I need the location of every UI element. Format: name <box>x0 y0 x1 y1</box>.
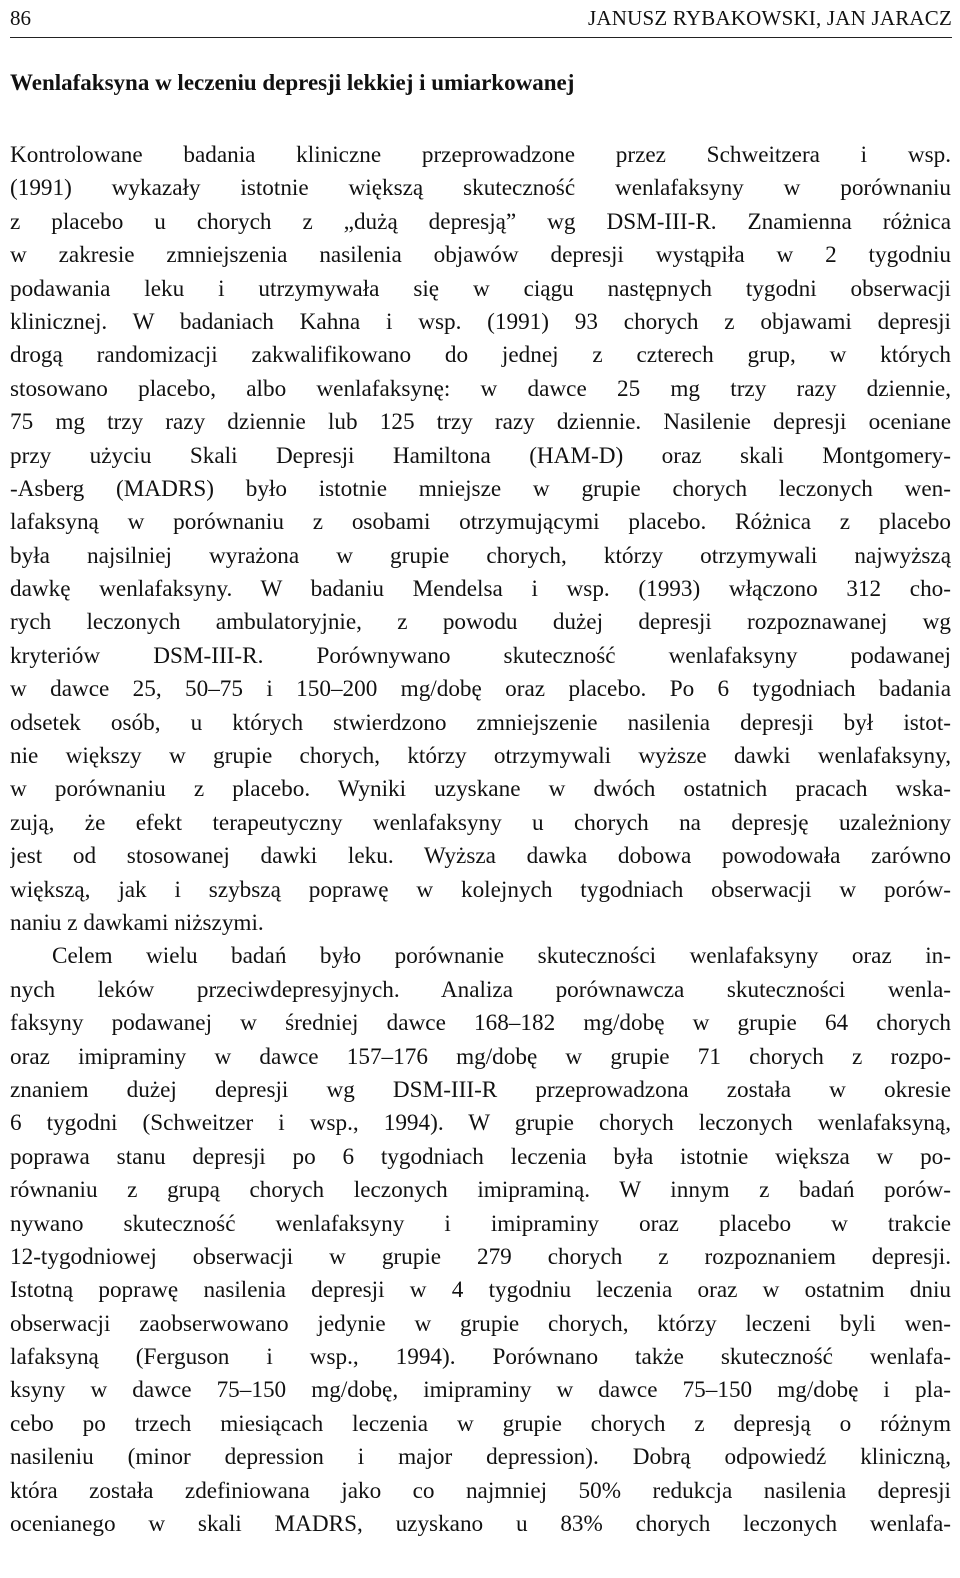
text-line: Istotną poprawę nasilenia depresji w 4 tygodniu leczenia oraz w ostatnim dniu <box>10 1277 951 1304</box>
text-line: w porównaniu z placebo. Wyniki uzyskane w dwóch ostatnich pracach wska- <box>10 776 951 803</box>
text-line: nych leków przeciwdepresyjnych. Analiza porównawcza skuteczności wenla- <box>10 976 951 1003</box>
text-line: drogą randomizacji zakwalifikowano do jednej z czterech grup, w których <box>10 342 951 369</box>
text-line: faksyny podawanej w średniej dawce 168–182 mg/dobę w grupie 64 chorych <box>10 1010 951 1037</box>
text-line: podawania leku i utrzymywała się w ciągu następnych tygodni obserwacji <box>10 275 951 302</box>
text-line: 75 mg trzy razy dziennie lub 125 trzy razy dziennie. Nasilenie depresji oceniane <box>10 409 951 436</box>
header-authors: JANUSZ RYBAKOWSKI, JAN JARACZ <box>588 6 952 30</box>
page-number: 86 <box>10 6 31 30</box>
text-line: znaniem dużej depresji wg DSM-III-R przeprowadzona została w okresie <box>10 1076 951 1103</box>
text-line: Kontrolowane badania kliniczne przeprowadzone przez Schweitzera i wsp. <box>10 142 951 168</box>
text-line: w zakresie zmniejszenia nasilenia objawów depresji wystąpiła w 2 tygodniu <box>10 242 951 269</box>
text-line: ocenianego w skali MADRS, uzyskano u 83% chorych leczonych wenlafa- <box>10 1511 951 1538</box>
text-line: kryteriów DSM-III-R. Porównywano skuteczność wenlafaksyny podawanej <box>10 642 951 669</box>
text-line: równaniu z grupą chorych leczonych imipraminą. W innym z badań porów- <box>10 1177 951 1204</box>
text-line: -Asberg (MADRS) było istotnie mniejsze w grupie chorych leczonych wen- <box>10 475 951 502</box>
text-line: większą, jak i szybszą poprawę w kolejnych tygodniach obserwacji w porów- <box>10 876 951 903</box>
text-line: obserwacji zaobserwowano jedynie w grupie chorych, którzy leczeni byli wen- <box>10 1310 951 1337</box>
text-line: nie większy w grupie chorych, którzy otrzymywali wyższe dawki wenlafaksyny, <box>10 743 951 770</box>
text-line: lafaksyną (Ferguson i wsp., 1994). Porównano także skuteczność wenlafa- <box>10 1344 951 1371</box>
text-line: zują, że efekt terapeutyczny wenlafaksyny u chorych na depresję uzależniony <box>10 809 951 836</box>
text-line: 12-tygodniowej obserwacji w grupie 279 chorych z rozpoznaniem depresji. <box>10 1243 951 1270</box>
header-divider <box>10 37 952 38</box>
paragraph <box>10 139 951 940</box>
text-line: przy użyciu Skali Depresji Hamiltona (HAM-D) oraz skali Montgomery- <box>10 442 951 469</box>
text-line: była najsilniej wyrażona w grupie chorych, którzy otrzymywali najwyższą <box>10 542 951 569</box>
text-line: nywano skuteczność wenlafaksyny i imipraminy oraz placebo w trakcie <box>10 1210 951 1237</box>
text-line: lafaksyną w porównaniu z osobami otrzymującymi placebo. Różnica z placebo <box>10 509 951 536</box>
text-line: Celem wielu badań było porównanie skuteczności wenlafaksyny oraz in- <box>52 943 951 970</box>
paragraph <box>10 940 951 1541</box>
section-title: Wenlafaksyna w leczeniu depresji lekkiej i umiarkowanej <box>10 70 575 95</box>
text-line: poprawa stanu depresji po 6 tygodniach leczenia była istotnie większa w po- <box>10 1143 951 1170</box>
text-line: z placebo u chorych z „dużą depresją” wg DSM-III-R. Znamienna różnica <box>10 208 951 235</box>
text-line: dawkę wenlafaksyny. W badaniu Mendelsa i wsp. (1993) włączono 312 cho- <box>10 576 951 603</box>
running-header <box>10 4 952 32</box>
text-line: 6 tygodni (Schweitzer i wsp., 1994). W grupie chorych leczonych wenlafaksyną, <box>10 1110 951 1137</box>
text-line: nasileniu (minor depression i major depression). Dobrą odpowiedź kliniczną, <box>10 1444 951 1471</box>
text-line: odsetek osób, u których stwierdzono zmniejszenie nasilenia depresji był istot- <box>10 709 951 736</box>
text-line: klinicznej. W badaniach Kahna i wsp. (1991) 93 chorych z objawami depresji <box>10 308 951 335</box>
text-line: w dawce 25, 50–75 i 150–200 mg/dobę oraz placebo. Po 6 tygodniach badania <box>10 676 951 703</box>
text-line: rych leczonych ambulatoryjnie, z powodu dużej depresji rozpoznawanej wg <box>10 609 951 636</box>
body-text <box>10 139 951 1541</box>
text-line: naniu z dawkami niższymi. <box>10 909 264 936</box>
text-line: jest od stosowanej dawki leku. Wyższa dawka dobowa powodowała zarówno <box>10 843 951 870</box>
text-line: ksyny w dawce 75–150 mg/dobę, imipraminy w dawce 75–150 mg/dobę i pla- <box>10 1377 951 1404</box>
text-line: oraz imipraminy w dawce 157–176 mg/dobę w grupie 71 chorych z rozpo- <box>10 1043 951 1070</box>
text-line: (1991) wykazały istotnie większą skuteczność wenlafaksyny w porównaniu <box>10 175 951 202</box>
text-line: stosowano placebo, albo wenlafaksynę: w dawce 25 mg trzy razy dziennie, <box>10 375 951 402</box>
text-line: cebo po trzech miesiącach leczenia w grupie chorych z depresją o różnym <box>10 1410 951 1437</box>
text-line: która została zdefiniowana jako co najmniej 50% redukcja nasilenia depresji <box>10 1477 951 1504</box>
